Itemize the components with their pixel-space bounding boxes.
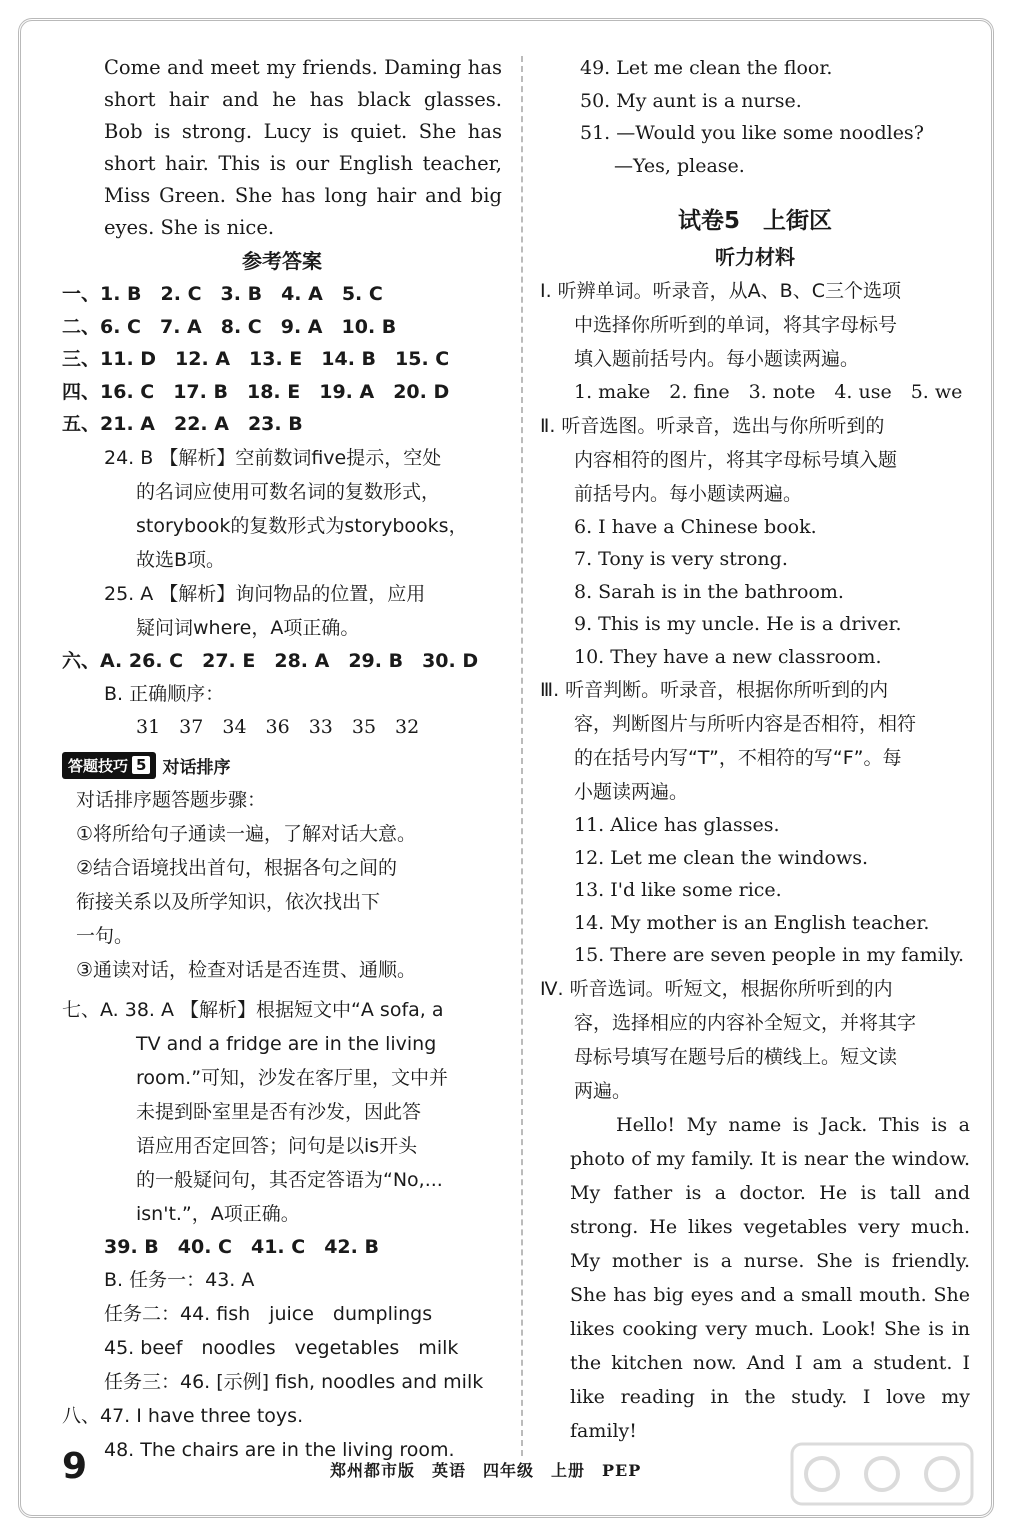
- page-number: 9: [62, 1446, 88, 1487]
- q47: 八、47. I have three toys.: [62, 1405, 304, 1427]
- q24-line-4: 故选B项。: [136, 548, 226, 571]
- section-3-line-3: 的在括号内写“T”，不相符的写“F”。每: [574, 747, 902, 769]
- answer-row-6b: B. 正确顺序：: [104, 683, 225, 705]
- q24-line-3: storybook的复数形式为storybooks，: [136, 514, 468, 537]
- task-1: B. 任务一：43. A: [104, 1269, 255, 1291]
- section-4-line-3: 母标号填写在题号后的横线上。短文读: [574, 1045, 898, 1068]
- section-2-item-10: 10. They have a new classroom.: [574, 645, 882, 668]
- answer-row-3: 三、11. D 12. A 13. E 14. B 15. C: [62, 348, 450, 370]
- listening-title: 听力材料: [715, 245, 795, 269]
- section-1-line-3: 填入题前括号内。每小题读两遍。: [574, 348, 860, 370]
- column-divider: [521, 56, 523, 1456]
- q48: 48. The chairs are in the living room.: [104, 1439, 455, 1461]
- tip-badge: 答题技巧 5: [62, 752, 156, 779]
- section-3-line-2: 容，判断图片与所听内容是否相符，相符: [574, 713, 917, 735]
- q51-question: 51. —Would you like some noodles?: [580, 122, 924, 144]
- section-3-item-11: 11. Alice has glasses.: [574, 814, 780, 836]
- q38-line-1: 七、A. 38. A 【解析】根据短文中“A sofa, a: [62, 998, 444, 1021]
- answer-row-4: 四、16. C 17. B 18. E 19. A 20. D: [62, 380, 450, 403]
- q38-line-6: 的一般疑问句，其否定答语为“No,...: [136, 1168, 443, 1191]
- tip-line-1: 对话排序题答题步骤：: [76, 788, 267, 811]
- task-3: 任务三：46. [示例] fish, noodles and milk: [104, 1371, 484, 1393]
- watermark-logo-icon: [782, 1434, 982, 1514]
- q38-line-4: 未提到卧室里是否有沙发，因此答: [136, 1100, 422, 1123]
- answer-row-6b-order: 31 37 34 36 33 35 32: [136, 716, 420, 738]
- section-1-words: 1. make 2. fine 3. note 4. use 5. we: [574, 381, 963, 403]
- section-3-line-4: 小题读两遍。: [574, 781, 689, 803]
- task-2b: 45. beef noodles vegetables milk: [104, 1337, 459, 1359]
- answer-row-5: 五、21. A 22. A 23. B: [62, 413, 303, 435]
- q24-line-2: 的名词应使用可数名词的复数形式，: [136, 480, 441, 503]
- answers-title: 参考答案: [242, 249, 322, 273]
- section-3-item-15: 15. There are seven people in my family.: [574, 944, 965, 966]
- exam-title: 试卷5 上街区: [677, 208, 832, 234]
- section-2-item-7: 7. Tony is very strong.: [574, 548, 788, 570]
- q38-line-5: 语应用否定回答；问句是以is开头: [136, 1134, 418, 1157]
- section-2-item-6: 6. I have a Chinese book.: [574, 515, 817, 538]
- answer-row-7b: 39. B 40. C 41. C 42. B: [104, 1235, 379, 1258]
- tip-line-4: 衔接关系以及所学知识，依次找出下: [76, 890, 381, 913]
- right-column: [540, 52, 970, 1448]
- task-2: 任务二：44. fish juice dumplings: [104, 1303, 433, 1325]
- section-3-line-1: Ⅲ. 听音判断。听录音，根据你所听到的内: [540, 679, 889, 701]
- q51-answer: —Yes, please.: [614, 154, 745, 177]
- left-column: [62, 52, 502, 1467]
- tip-header: [62, 752, 502, 779]
- listening-passage: Come and meet my friends. Daming has short hair and he has black glasses. Bob is strong. Lucy is quiet. She has short hair. This is our English teacher, Miss Green. She has long hair and big eyes. She is nice.: [104, 56, 502, 239]
- section-4-line-1: Ⅳ. 听音选词。听短文，根据你所听到的内: [540, 977, 893, 1000]
- tip-line-6: ③通读对话，检查对话是否连贯、通顺。: [76, 958, 417, 981]
- q38-line-3: room.”可知，沙发在客厅里，文中并: [136, 1066, 449, 1089]
- tip-line-3: ②结合语境找出首句，根据各句之间的: [76, 856, 398, 879]
- section-4-passage: Hello! My name is Jack. This is a photo of my family. It is near the window. My father is a doctor. He is tall and strong. He likes vegetables very much. My mother is a nurse. She is friendly. She has big eyes and a small mouth. She likes cooking very much. Look! She is in the kitchen now. And I am a student. I like reading in the study. I love my family!: [570, 1113, 970, 1442]
- q25-line-2: 疑问词where，A项正确。: [136, 616, 360, 639]
- q24-line-1: 24. B 【解析】空前数词five提示，空处: [104, 446, 442, 469]
- section-3-item-13: 13. I'd like some rice.: [574, 879, 782, 901]
- answer-row-6: 六、A. 26. C 27. E 28. A 29. B 30. D: [62, 649, 479, 672]
- q38-line-2: TV and a fridge are in the living: [136, 1032, 437, 1055]
- q25-line-1: 25. A 【解析】询问物品的位置，应用: [104, 582, 426, 605]
- q38-line-7: isn't.”，A项正确。: [136, 1202, 300, 1225]
- q49: 49. Let me clean the floor.: [580, 57, 833, 79]
- tip-number: 5: [132, 756, 150, 774]
- edition-text: 郑州都市版 英语 四年级 上册 PEP: [330, 1461, 642, 1480]
- tip-line-5: 一句。: [76, 924, 134, 947]
- section-2-item-9: 9. This is my uncle. He is a driver.: [574, 613, 902, 635]
- section-3-item-12: 12. Let me clean the windows.: [574, 846, 869, 869]
- answer-row-1: 一、1. B 2. C 3. B 4. A 5. C: [62, 283, 383, 305]
- answer-row-2: 二、6. C 7. A 8. C 9. A 10. B: [62, 315, 397, 338]
- section-1-line-2: 中选择你所听到的单词，将其字母标号: [574, 314, 898, 336]
- section-2-line-2: 内容相符的图片，将其字母标号填入题: [574, 448, 898, 471]
- tip-box: [62, 783, 502, 987]
- section-4-line-4: 两遍。: [574, 1079, 632, 1102]
- section-4-line-2: 容，选择相应的内容补全短文，并将其字: [574, 1011, 917, 1034]
- section-2-item-8: 8. Sarah is in the bathroom.: [574, 580, 844, 603]
- q50: 50. My aunt is a nurse.: [580, 89, 802, 112]
- section-1-line-1: Ⅰ. 听辨单词。听录音，从A、B、C三个选项: [540, 280, 901, 302]
- section-3-item-14: 14. My mother is an English teacher.: [574, 911, 930, 934]
- section-2-line-1: Ⅱ. 听音选图。听录音，选出与你所听到的: [540, 414, 885, 437]
- section-2-line-3: 前括号内。每小题读两遍。: [574, 482, 803, 505]
- tip-line-2: ①将所给句子通读一遍，了解对话大意。: [76, 822, 417, 845]
- tip-title: 对话排序: [162, 757, 231, 778]
